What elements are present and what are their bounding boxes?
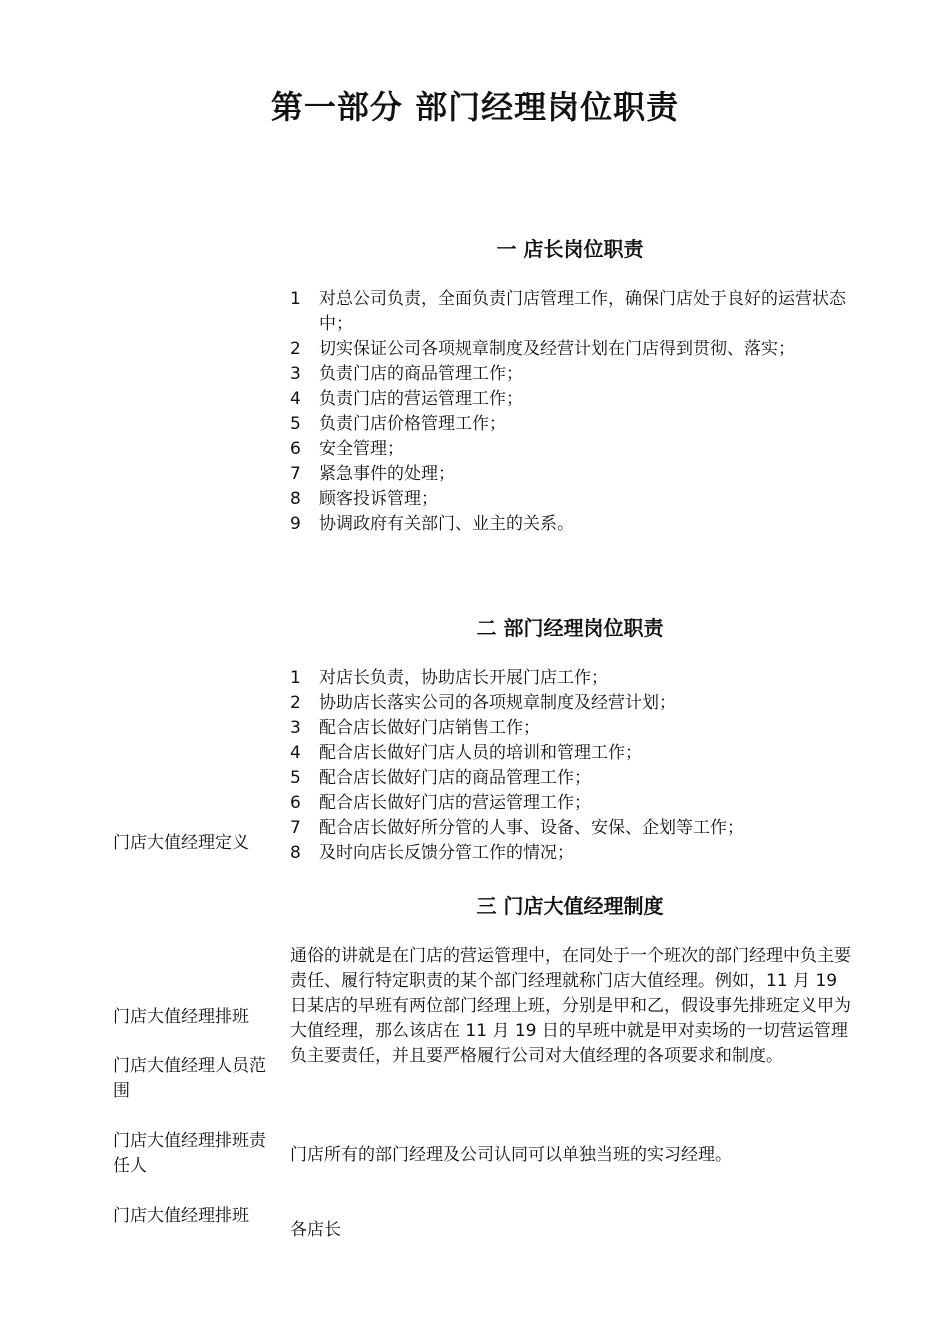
duty-number: 3 [290,718,301,738]
duty-item [290,487,860,512]
schedule-label-2: 门店大值经理排班 [113,1206,249,1226]
duty-item [290,437,860,462]
duty-item [290,387,860,412]
duty-number: 7 [290,464,301,484]
staff-scope-text: 门店所有的部门经理及公司认同可以单独当班的实习经理。 [290,1145,732,1165]
duty-text: 切实保证公司各项规章制度及经营计划在门店得到贯彻、落实； [319,339,795,359]
section-heading-department-manager: 二 部门经理岗位职责 [476,616,664,640]
duty-number: 6 [290,793,301,813]
duty-text: 负责门店的商品管理工作； [319,364,523,384]
duty-text: 配合店长做好门店销售工作； [319,718,540,738]
duty-number: 5 [290,414,301,434]
duty-number: 7 [290,818,301,838]
duty-text: 配合店长做好所分管的人事、设备、安保、企划等工作； [319,818,744,838]
duty-item [290,691,860,716]
duty-item [290,412,860,437]
duty-item [290,741,860,766]
duty-text: 协助店长落实公司的各项规章制度及经营计划； [319,693,676,713]
duty-text: 顾客投诉管理； [319,489,438,509]
schedule-responsible-label: 门店大值经理排班责任人 [113,1131,266,1176]
duty-text: 负责门店的营运管理工作； [319,389,523,409]
duty-number: 2 [290,339,301,359]
duty-text: 对店长负责，协助店长开展门店工作； [319,668,608,688]
duty-text: 安全管理； [319,439,404,459]
section-heading-duty-manager-system: 三 门店大值经理制度 [476,894,664,918]
duty-text: 配合店长做好门店的商品管理工作； [319,768,591,788]
duty-item [290,716,860,741]
section-heading-store-manager: 一 店长岗位职责 [496,237,644,261]
duty-text: 配合店长做好门店人员的培训和管理工作； [319,743,642,763]
duty-item [290,666,860,691]
department-manager-duty-list [290,666,860,866]
duty-number: 5 [290,768,301,788]
duty-item [290,841,860,866]
duty-item [290,816,860,841]
duty-item [290,337,860,362]
duty-number: 4 [290,389,301,409]
duty-number: 4 [290,743,301,763]
duty-number: 6 [290,439,301,459]
duty-item [290,512,860,537]
duty-number: 9 [290,514,301,534]
duty-number: 2 [290,693,301,713]
schedule-label: 门店大值经理排班 [113,1007,249,1027]
definition-text: 通俗的讲就是在门店的营运管理中，在同处于一个班次的部门经理中负主要责任、履行特定职责的某个部门经理就称门店大值经理。例如，11 月 19 日某店的早班有两位部门经理上班，分别是甲和乙，假设事先排班定义甲为大值经理，那么该店在 11 月 19 日的早班中就是甲对卖场的一切营运管理负主要责任，并且要严格履行公司对大值经理的各项要求和制度。 [290,946,851,1066]
duty-item [290,287,860,337]
duty-item [290,766,860,791]
duty-number: 1 [290,668,301,688]
duty-item [290,362,860,387]
duty-text: 及时向店长反馈分管工作的情况； [319,843,574,863]
definition-label: 门店大值经理定义 [113,833,249,853]
staff-scope-label: 门店大值经理人员范围 [113,1056,266,1101]
duty-text: 配合店长做好门店的营运管理工作； [319,793,591,813]
duty-item [290,462,860,487]
page-title: 第一部分 部门经理岗位职责 [270,88,680,126]
store-manager-duty-list [290,287,860,537]
duty-number: 8 [290,489,301,509]
duty-item [290,791,860,816]
duty-text: 协调政府有关部门、业主的关系。 [319,514,574,534]
duty-text: 紧急事件的处理； [319,464,455,484]
duty-number: 8 [290,843,301,863]
schedule-responsible-text: 各店长 [290,1220,341,1240]
duty-text: 对总公司负责，全面负责门店管理工作，确保门店处于良好的运营状态中； [319,289,846,334]
duty-number: 1 [290,289,301,309]
duty-number: 3 [290,364,301,384]
duty-text: 负责门店价格管理工作； [319,414,506,434]
